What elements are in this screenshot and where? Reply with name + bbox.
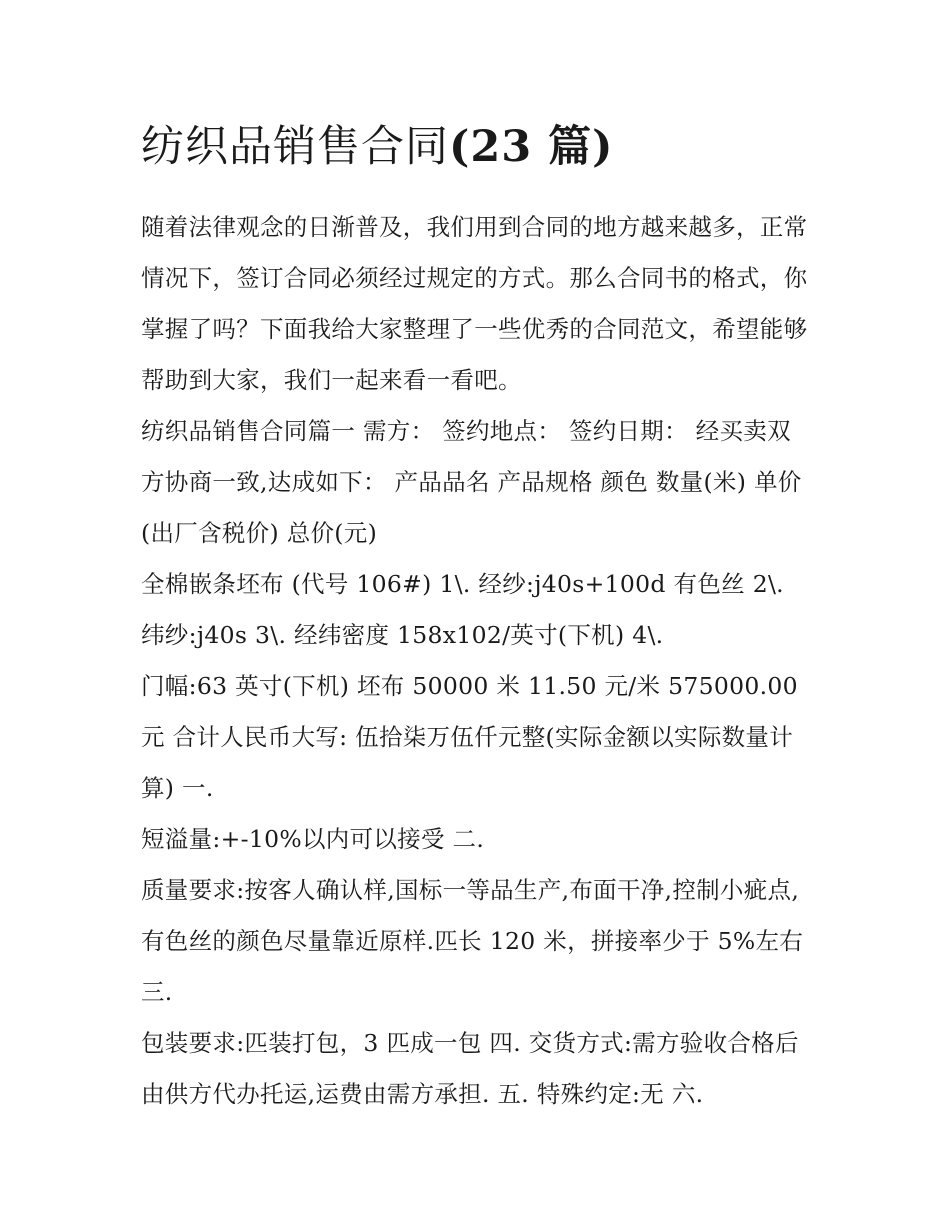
- title-main: 纺织品销售合同: [141, 122, 449, 172]
- price-paragraph: 门幅:63 英寸(下机) 坯布 50000 米 11.50 元/米 575000.00 元 合计人民币大写: 伍拾柒万伍仟元整(实际金额以实际数量计算) 一.: [141, 672, 798, 802]
- contract-header-paragraph: 纺织品销售合同篇一 需方： 签约地点： 签约日期： 经买卖双方协商一致,达成如下： 产品品名 产品规格 颜色 数量(米) 单价(出厂含税价) 总价(元): [141, 417, 802, 547]
- document-page: [141, 118, 813, 1120]
- quality-paragraph: 质量要求:按客人确认样,国标一等品生产,布面干净,控制小疵点,有色丝的颜色尽量靠近原样.匹长 120 米，拼接率少于 5%左右 三.: [141, 876, 804, 1006]
- intro-paragraph: 随着法律观念的日渐普及，我们用到合同的地方越来越多，正常情况下，签订合同必须经过规定的方式。那么合同书的格式，你掌握了吗？下面我给大家整理了一些优秀的合同范文，希望能够帮助到大家，我们一起来看一看吧。: [141, 213, 808, 394]
- document-title: [141, 118, 813, 176]
- packaging-paragraph: 包装要求:匹装打包，3 匹成一包 四. 交货方式:需方验收合格后由供方代办托运,运费由需方承担. 五. 特殊约定:无 六.: [141, 1029, 799, 1108]
- product-spec-paragraph: 全棉嵌条坯布 (代号 106#) 1\. 经纱:j40s+100d 有色丝 2\. 纬纱:j40s 3\. 经纬密度 158x102/英寸(下机) 4\.: [141, 570, 784, 649]
- tolerance-paragraph: 短溢量:+-10%以内可以接受 二.: [141, 825, 485, 853]
- title-count: (23 篇): [449, 122, 614, 172]
